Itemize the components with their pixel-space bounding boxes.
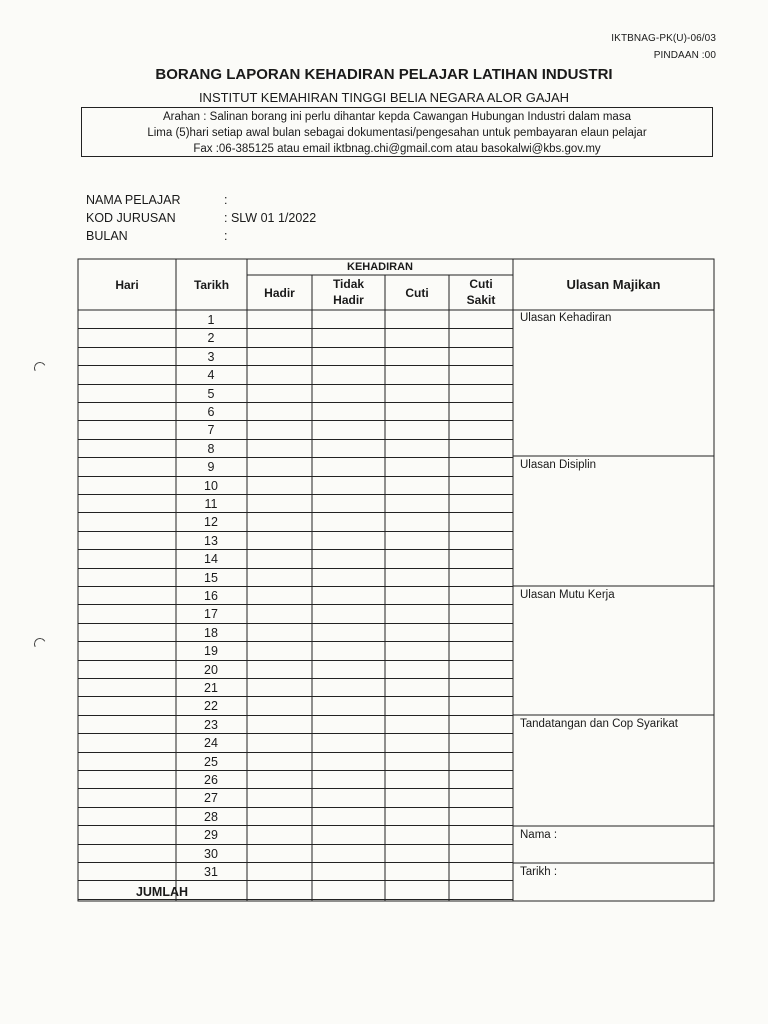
field-value: :	[224, 193, 228, 207]
col-group-kehadiran: KEHADIRAN	[347, 261, 413, 273]
day-number: 27	[204, 791, 218, 805]
col-header-hadir: Hadir	[264, 286, 295, 300]
col-header-cuti-sakit: Sakit	[466, 293, 496, 307]
day-number: 29	[204, 828, 218, 842]
day-number: 19	[204, 644, 218, 658]
day-number: 16	[204, 589, 218, 603]
day-number: 9	[207, 460, 215, 474]
instructions-line: Arahan : Salinan borang ini perlu dihantar kepda Cawangan Hubungan Industri dalam masa	[163, 111, 631, 123]
day-number: 28	[204, 810, 218, 824]
day-number: 13	[204, 534, 218, 548]
col-header-tidak: Tidak	[332, 277, 365, 291]
day-number: 31	[204, 865, 218, 879]
day-number: 10	[204, 479, 218, 493]
day-number: 3	[207, 350, 215, 364]
day-number: 30	[204, 847, 218, 861]
col-header-tarikh: Tarikh	[193, 278, 230, 292]
day-number: 14	[204, 552, 218, 566]
col-header-hari: Hari	[115, 278, 139, 292]
day-number: 18	[204, 626, 218, 640]
day-number: 20	[204, 663, 218, 677]
col-header-tidak-hadir: Hadir	[333, 293, 364, 307]
table-border	[78, 259, 714, 901]
day-number: 11	[204, 497, 218, 511]
instructions-line: Fax :06-385125 atau email iktbnag.chi@gmail.com atau basokalwi@kbs.gov.my	[193, 143, 601, 155]
col-header-cuti: Cuti	[405, 286, 429, 300]
institute-name: INSTITUT KEMAHIRAN TINGGI BELIA NEGARA ALOR GAJAH	[198, 90, 570, 105]
field-value: : SLW 01 1/2022	[224, 211, 317, 225]
day-number: 22	[204, 699, 218, 713]
day-number: 4	[207, 368, 215, 382]
signature-stamp-label: Tandatangan dan Cop Syarikat	[520, 718, 678, 730]
day-number: 8	[207, 442, 215, 456]
employer-name-label: Nama :	[520, 829, 558, 841]
day-number: 7	[207, 423, 215, 437]
day-number: 17	[204, 607, 218, 621]
field-label: NAMA PELAJAR	[86, 193, 181, 207]
day-number: 24	[204, 736, 218, 750]
day-number: 12	[204, 515, 218, 529]
comment-attendance-label: Ulasan Kehadiran	[520, 312, 612, 324]
field-label: BULAN	[86, 229, 128, 243]
total-label: JUMLAH	[135, 885, 189, 899]
comment-work-quality-label: Ulasan Mutu Kerja	[520, 589, 615, 601]
comment-discipline-label: Ulasan Disiplin	[520, 459, 597, 471]
day-number: 23	[204, 718, 218, 732]
day-number: 26	[204, 773, 218, 787]
day-number: 15	[204, 571, 218, 585]
instructions-line: Lima (5)hari setiap awal bulan sebagai dokumentasi/pengesahan untuk pembayaran elaun pelajar	[147, 127, 647, 139]
form-title: BORANG LAPORAN KEHADIRAN PELAJAR LATIHAN INDUSTRI	[155, 66, 613, 83]
field-value: :	[224, 229, 228, 243]
form-revision: PINDAAN :00	[653, 50, 716, 61]
field-label: KOD JURUSAN	[86, 211, 176, 225]
day-number: 5	[207, 387, 215, 401]
col-header-cuti-sakit: Cuti	[469, 277, 493, 291]
day-number: 6	[207, 405, 215, 419]
signature-date-label: Tarikh :	[520, 866, 558, 878]
form-reference-code: IKTBNAG-PK(U)-06/03	[611, 33, 716, 44]
day-number: 2	[207, 331, 215, 345]
day-number: 25	[204, 755, 218, 769]
col-header-ulasan: Ulasan Majikan	[566, 277, 661, 292]
day-number: 21	[204, 681, 218, 695]
day-number: 1	[207, 313, 215, 327]
